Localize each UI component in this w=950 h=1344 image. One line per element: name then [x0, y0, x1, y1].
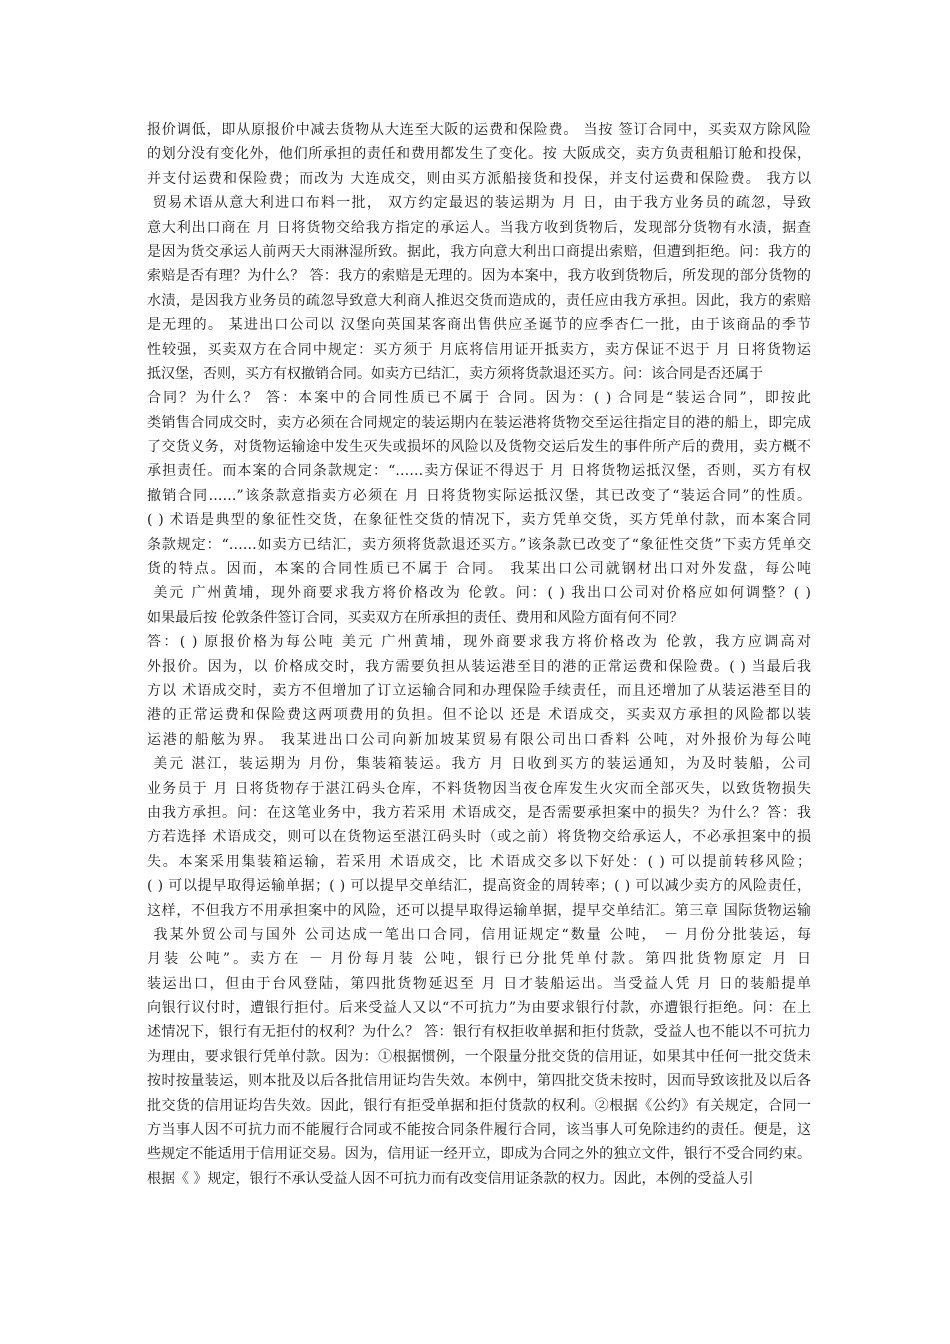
- text-line: 是因为货交承运人前两天大雨淋湿所致。据此，我方向意大利出口商提出索赔，但遭到拒绝。问：我方的: [147, 243, 811, 260]
- text-line: 月装 公吨”。卖方在 － 月份每月装 公吨，银行已分批凭单付款。第四批货物原定 月 日: [147, 951, 811, 968]
- text-line: 抵汉堡，否则，买方有权撤销合同。如卖方已结汇，卖方须将货款退还买方。问：该合同是否还属于: [147, 365, 763, 382]
- text-line: 承担责任。而本案的合同条款规定：“……卖方保证不得迟于 月 日将货物运抵汉堡，否则，买方有权: [147, 463, 811, 480]
- text-line: 贸易术语从意大利进口布料一批， 双方约定最迟的装运期为 月 日，由于我方业务员的疏忽，导致: [147, 195, 811, 212]
- text-line: 并支付运费和保险费；而改为 大连成交，则由买方派船接货和投保，并支付运费和保险费。 我方以: [147, 170, 811, 187]
- text-line: 性较强，买卖双方在合同中规定：买方须于 月底将信用证开抵卖方，卖方保证不迟于 月 日将货物运: [147, 341, 811, 358]
- text-line: 运港的船舷为界。 我某进出口公司向新加坡某贸易有限公司出口香料 公吨，对外报价为每公吨: [147, 731, 811, 748]
- text-line: 方当事人因不可抗力而不能履行合同或不能按合同条件履行合同，该当事人可免除违约的责任。便是，这: [147, 1122, 811, 1139]
- text-line: 向银行议付时，遭银行拒付。后来受益人又以“不可抗力”为由要求银行付款，亦遭银行拒绝。问：在上: [147, 1000, 811, 1017]
- text-line: 货的特点。因而，本案的合同性质已不属于 合同。 我某出口公司就钢材出口对外发盘，每公吨: [147, 561, 811, 578]
- text-line: 由我方承担。问：在这笔业务中，我方若采用 术语成交，是否需要承担案中的损失？为什么？答：我: [147, 804, 811, 821]
- text-line: 失。本案采用集装箱运输，若采用 术语成交，比 术语成交多以下好处：( ) 可以提前转移风险；: [147, 853, 811, 870]
- text-line: 些规定不能适用于信用证交易。因为，信用证一经开立，即成为合同之外的独立文件，银行不受合同约束。: [147, 1146, 811, 1163]
- text-line: 述情况下，银行有无拒付的权利？为什么？ 答：银行有权拒收单据和拒付货款，受益人也不能以不可抗力: [147, 1024, 811, 1041]
- text-line: 条款规定：“……如卖方已结汇，卖方须将货款退还买方。”该条款已改变了“象征性交货”下卖方凭单交: [147, 536, 811, 553]
- text-line: 外报价。因为，以 价格成交时，我方需要负担从装运港至目的港的正常运费和保险费。( ) 当最后我: [147, 658, 811, 675]
- text-line: 方以 术语成交时，卖方不但增加了订立运输合同和办理保险手续责任，而且还增加了从装运港至目的: [147, 682, 811, 699]
- text-line: 按时按量装运，则本批及以后各批信用证均告失效。本例中，第四批交货未按时，因而导致该批及以后各: [147, 1073, 811, 1090]
- text-line: 撤销合同……”该条款意指卖方必须在 月 日将货物实际运抵汉堡，其已改变了“装运合同”的性质。: [147, 487, 811, 504]
- text-line: 装运出口，但由于台风登陆，第四批货物延迟至 月 日才装船运出。当受益人凭 月 日的装船提单: [147, 975, 811, 992]
- document-body: [147, 118, 811, 1191]
- text-line: 报价调低，即从原报价中减去货物从大连至大阪的运费和保险费。 当按 签订合同中，买卖双方除风险: [147, 122, 811, 138]
- text-line: 美元 湛江，装运期为 月份，集装箱装运。我方 月 日收到买方的装运通知，为及时装船，公司: [147, 756, 811, 773]
- text-line: 根据《 》规定，银行不承认受益人因不可抗力而有改变信用证条款的权力。因此，本例的受益人引: [147, 1170, 754, 1187]
- text-line: 为理由，要求银行凭单付款。因为：①根据惯例，一个限量分批交货的信用证，如果其中任何一批交货未: [147, 1048, 811, 1065]
- text-line: 这样，不但我方不用承担案中的风险，还可以提早取得运输单据，提早交单结汇。第三章 国际货物运输: [147, 902, 811, 919]
- text-line: 了交货义务，对货物运输途中发生灭失或损坏的风险以及货物交运后发生的事件所产后的费用，卖方概不: [147, 439, 811, 456]
- text-line: 美元 广州黄埔，现外商要求我方将价格改为 伦敦。问：( ) 我出口公司对价格应如何调整？( ): [147, 585, 811, 602]
- text-line: 类销售合同成交时，卖方必须在合同规定的装运期内在装运港将货物交至运往指定目的港的船上，即完成: [147, 414, 811, 431]
- text-line: 港的正常运费和保险费这两项费用的负担。但不论以 还是 术语成交，买卖双方承担的风险都以装: [147, 707, 811, 724]
- text-line: 批交货的信用证均告失效。因此，银行有拒受单据和拒付货款的权利。②根据《公约》有关规定，合同一: [147, 1097, 811, 1114]
- text-line: 方若选择 术语成交，则可以在货物运至湛江码头时（或之前）将货物交给承运人，不必承担案中的损: [147, 829, 811, 846]
- text-line: ( ) 术语是典型的象征性交货，在象征性交货的情况下，卖方凭单交货，买方凭单付款，而本案合同: [147, 512, 811, 529]
- text-line: 索赔是否有理？为什么？ 答：我方的索赔是无理的。因为本案中，我方收到货物后，所发现的部分货物的: [147, 268, 811, 285]
- text-line: ( ) 可以提早取得运输单据；( ) 可以提早交单结汇，提高资金的周转率；( ) 可以减少卖方的风险责任，: [147, 878, 811, 895]
- text-line: 答：( ) 原报价格为每公吨 美元 广州黄埔，现外商要求我方将价格改为 伦敦，我方应调高对: [147, 634, 811, 651]
- text-line: 是无理的。 某进出口公司以 汉堡向英国某客商出售供应圣诞节的应季杏仁一批，由于该商品的季节: [147, 317, 811, 334]
- text-line: 水渍，是因我方业务员的疏忽导致意大利商人推迟交货而造成的，责任应由我方承担。因此，我方的索赔: [147, 292, 811, 309]
- text-line: 意大利出口商在 月 日将货物交给我方指定的承运人。当我方收到货物后，发现部分货物有水渍，据查: [147, 219, 811, 236]
- text-line: 的划分没有变化外，他们所承担的责任和费用都发生了变化。按 大阪成交，卖方负责租船订舱和投保，: [147, 146, 811, 163]
- text-line: 如果最后按 伦敦条件签订合同，买卖双方在所承担的责任、费用和风险方面有何不同？: [147, 609, 684, 626]
- text-line: 我某外贸公司与国外 公司达成一笔出口合同，信用证规定“数量 公吨， － 月份分批装运，每: [147, 926, 811, 943]
- text-line: 合同？为什么？ 答：本案中的合同性质已不属于 合同。因为：( ) 合同是“装运合同”，即按此: [147, 390, 811, 407]
- text-line: 业务员于 月 日将货物存于湛江码头仓库，不料货物因当夜仓库发生火灾而全部灭失，以致货物损失: [147, 780, 811, 797]
